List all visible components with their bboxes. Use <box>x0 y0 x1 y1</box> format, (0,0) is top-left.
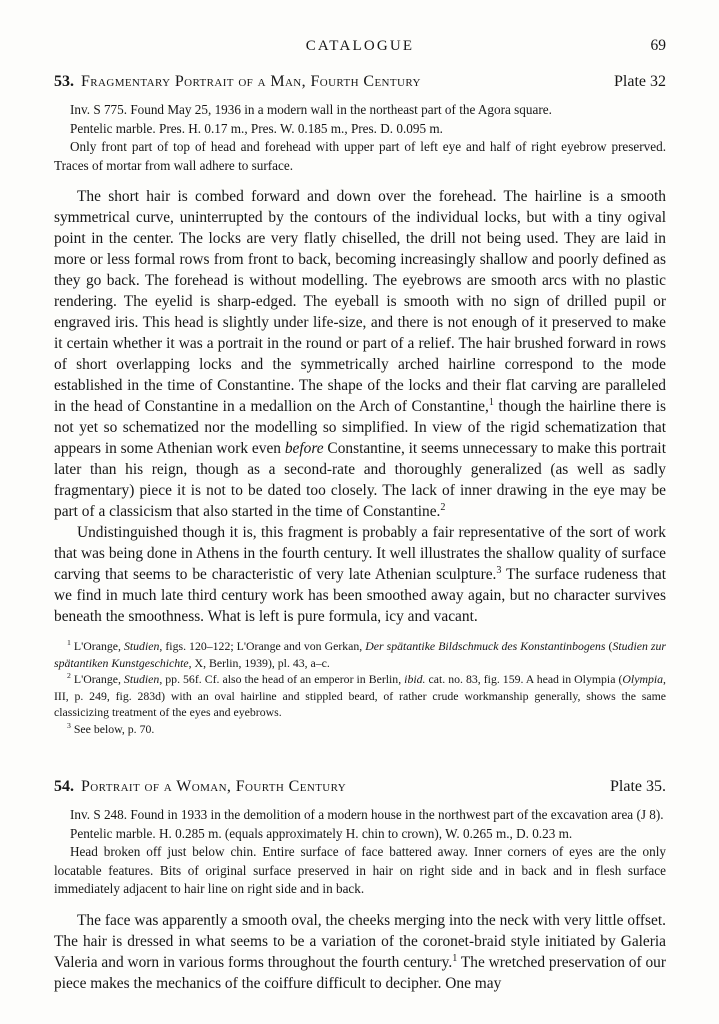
entry-heading <box>54 777 666 797</box>
running-title: CATALOGUE <box>305 38 415 54</box>
entry-number: 53. <box>54 73 74 90</box>
footnote: $^1$ L'Orange, Studien, figs. 120–122; L'Orange and von Gerkan, Der spätantike Bildschmuck des Konstantinbogens (Studien zur spätantiken Kunstgeschichte, X, Berlin, 1939), pl. 43, a–c. <box>54 638 666 670</box>
detail-line: Head broken off just below chin. Entire surface of face battered away. Inner corners of eyes are the only locatable features. Bits of original surface preserved in hair on right side and in back and in flesh surface immediately adjacent to hair line on right side and in back. <box>54 844 666 896</box>
entry-heading <box>54 72 666 92</box>
body-paragraph: The short hair is combed forward and down over the forehead. The hairline is a smooth symmetrical curve, uninterrupted by the contours of the individual locks, but with a tiny ogival point in the center. The locks are very flatly chiselled, the drill not being used. They are laid in more or less formal rows from front to back, becoming increasingly shallow and poorly defined as they go back. The forehead is without modelling. The eyebrows are smooth arcs with no plastic rendering. The eyelid is sharp-edged. The eyeball is smooth with no sign of drilled pupil or engraved iris. This head is slightly under life-size, and there is not enough of it preserved to make it certain whether it was a portrait in the round or part of a relief. The hair brushed forward in rows of short overlapping locks and the symmetrically arched hairline correspond to the mode established in the time of Constantine. The shape of the locks and their flat carving are paralleled in the head of Constantine in a medallion on the Arch of Constantine,$^1$ though the hairline there is not yet so schematized nor the modelling so simplified. In view of the rigid schematization that appears in some Athenian work even before Constantine, it seems unnecessary to make this portrait later than his reign, though as a second-rate and thoroughly generalized (as well as sadly fragmentary) piece it is not to be dated too closely. The lack of inner drawing in the eye may be part of a classicism that also started in the time of Constantine.$^2$ <box>54 188 667 520</box>
page-number: 69 <box>650 37 666 54</box>
entry-54 <box>54 777 666 994</box>
detail-line: Inv. S 248. Found in 1933 in the demolition of a modern house in the northwest part of the excavation area (J 8). <box>70 807 664 822</box>
entry-title: Fragmentary Portrait of a Man, Fourth Century <box>81 73 421 90</box>
body-paragraph: Undistinguished though it is, this fragment is probably a fair representative of the sort of work that was being done in Athens in the fourth century. It well illustrates the shallow quality of surface carving that seems to be characteristic of very late Athenian sculpture.$^3$ The surface rudeness that we find in much late third century work has been smoothed away again, but no character survives beneath the smoothness. What is left is pure formula, icy and vacant. <box>54 524 666 625</box>
detail-line: Inv. S 775. Found May 25, 1936 in a modern wall in the northeast part of the Agora square. <box>70 102 552 117</box>
footnote: $^3$ See below, p. 70. <box>67 720 155 736</box>
entry-body <box>54 186 666 627</box>
entry-details <box>54 806 666 899</box>
entry-details <box>54 101 666 175</box>
entry-body <box>54 910 666 994</box>
detail-line: Only front part of top of head and forehead with upper part of left eye and half of right eyebrow preserved. Traces of mortar from wall adhere to surface. <box>54 139 666 173</box>
entry-number: 54. <box>54 778 74 795</box>
detail-line: Pentelic marble. Pres. H. 0.17 m., Pres. W. 0.185 m., Pres. D. 0.095 m. <box>70 120 443 136</box>
detail-line: Pentelic marble. H. 0.285 m. (equals approximately H. chin to crown), W. 0.265 m., D. 0.23 m. <box>70 825 573 841</box>
footnotes <box>54 638 666 737</box>
footnote: $^2$ L'Orange, Studien, pp. 56f. Cf. also the head of an emperor in Berlin, ibid. cat. no. 83, fig. 159. A head in Olympia (Olympia, III, p. 249, fig. 283d) with an oval hairline and stippled beard, of rather crude workmanship generally, shows the same classicizing treatment of the eyes and eyebrows. <box>54 671 666 719</box>
body-paragraph: The face was apparently a smooth oval, the cheeks merging into the neck with very little offset. The hair is dressed in what seems to be a variation of the coronet-braid style initiated by Galeria Valeria and worn in various forms throughout the fourth century.$^1$ The wretched preservation of our piece makes the mechanics of the coiffure difficult to decipher. One may <box>54 911 666 992</box>
page-header <box>54 37 666 55</box>
entry-53 <box>54 72 666 737</box>
plate-label: Plate 35. <box>610 778 666 795</box>
entry-title: Portrait of a Woman, Fourth Century <box>81 778 347 795</box>
plate-label: Plate 32 <box>614 73 666 90</box>
